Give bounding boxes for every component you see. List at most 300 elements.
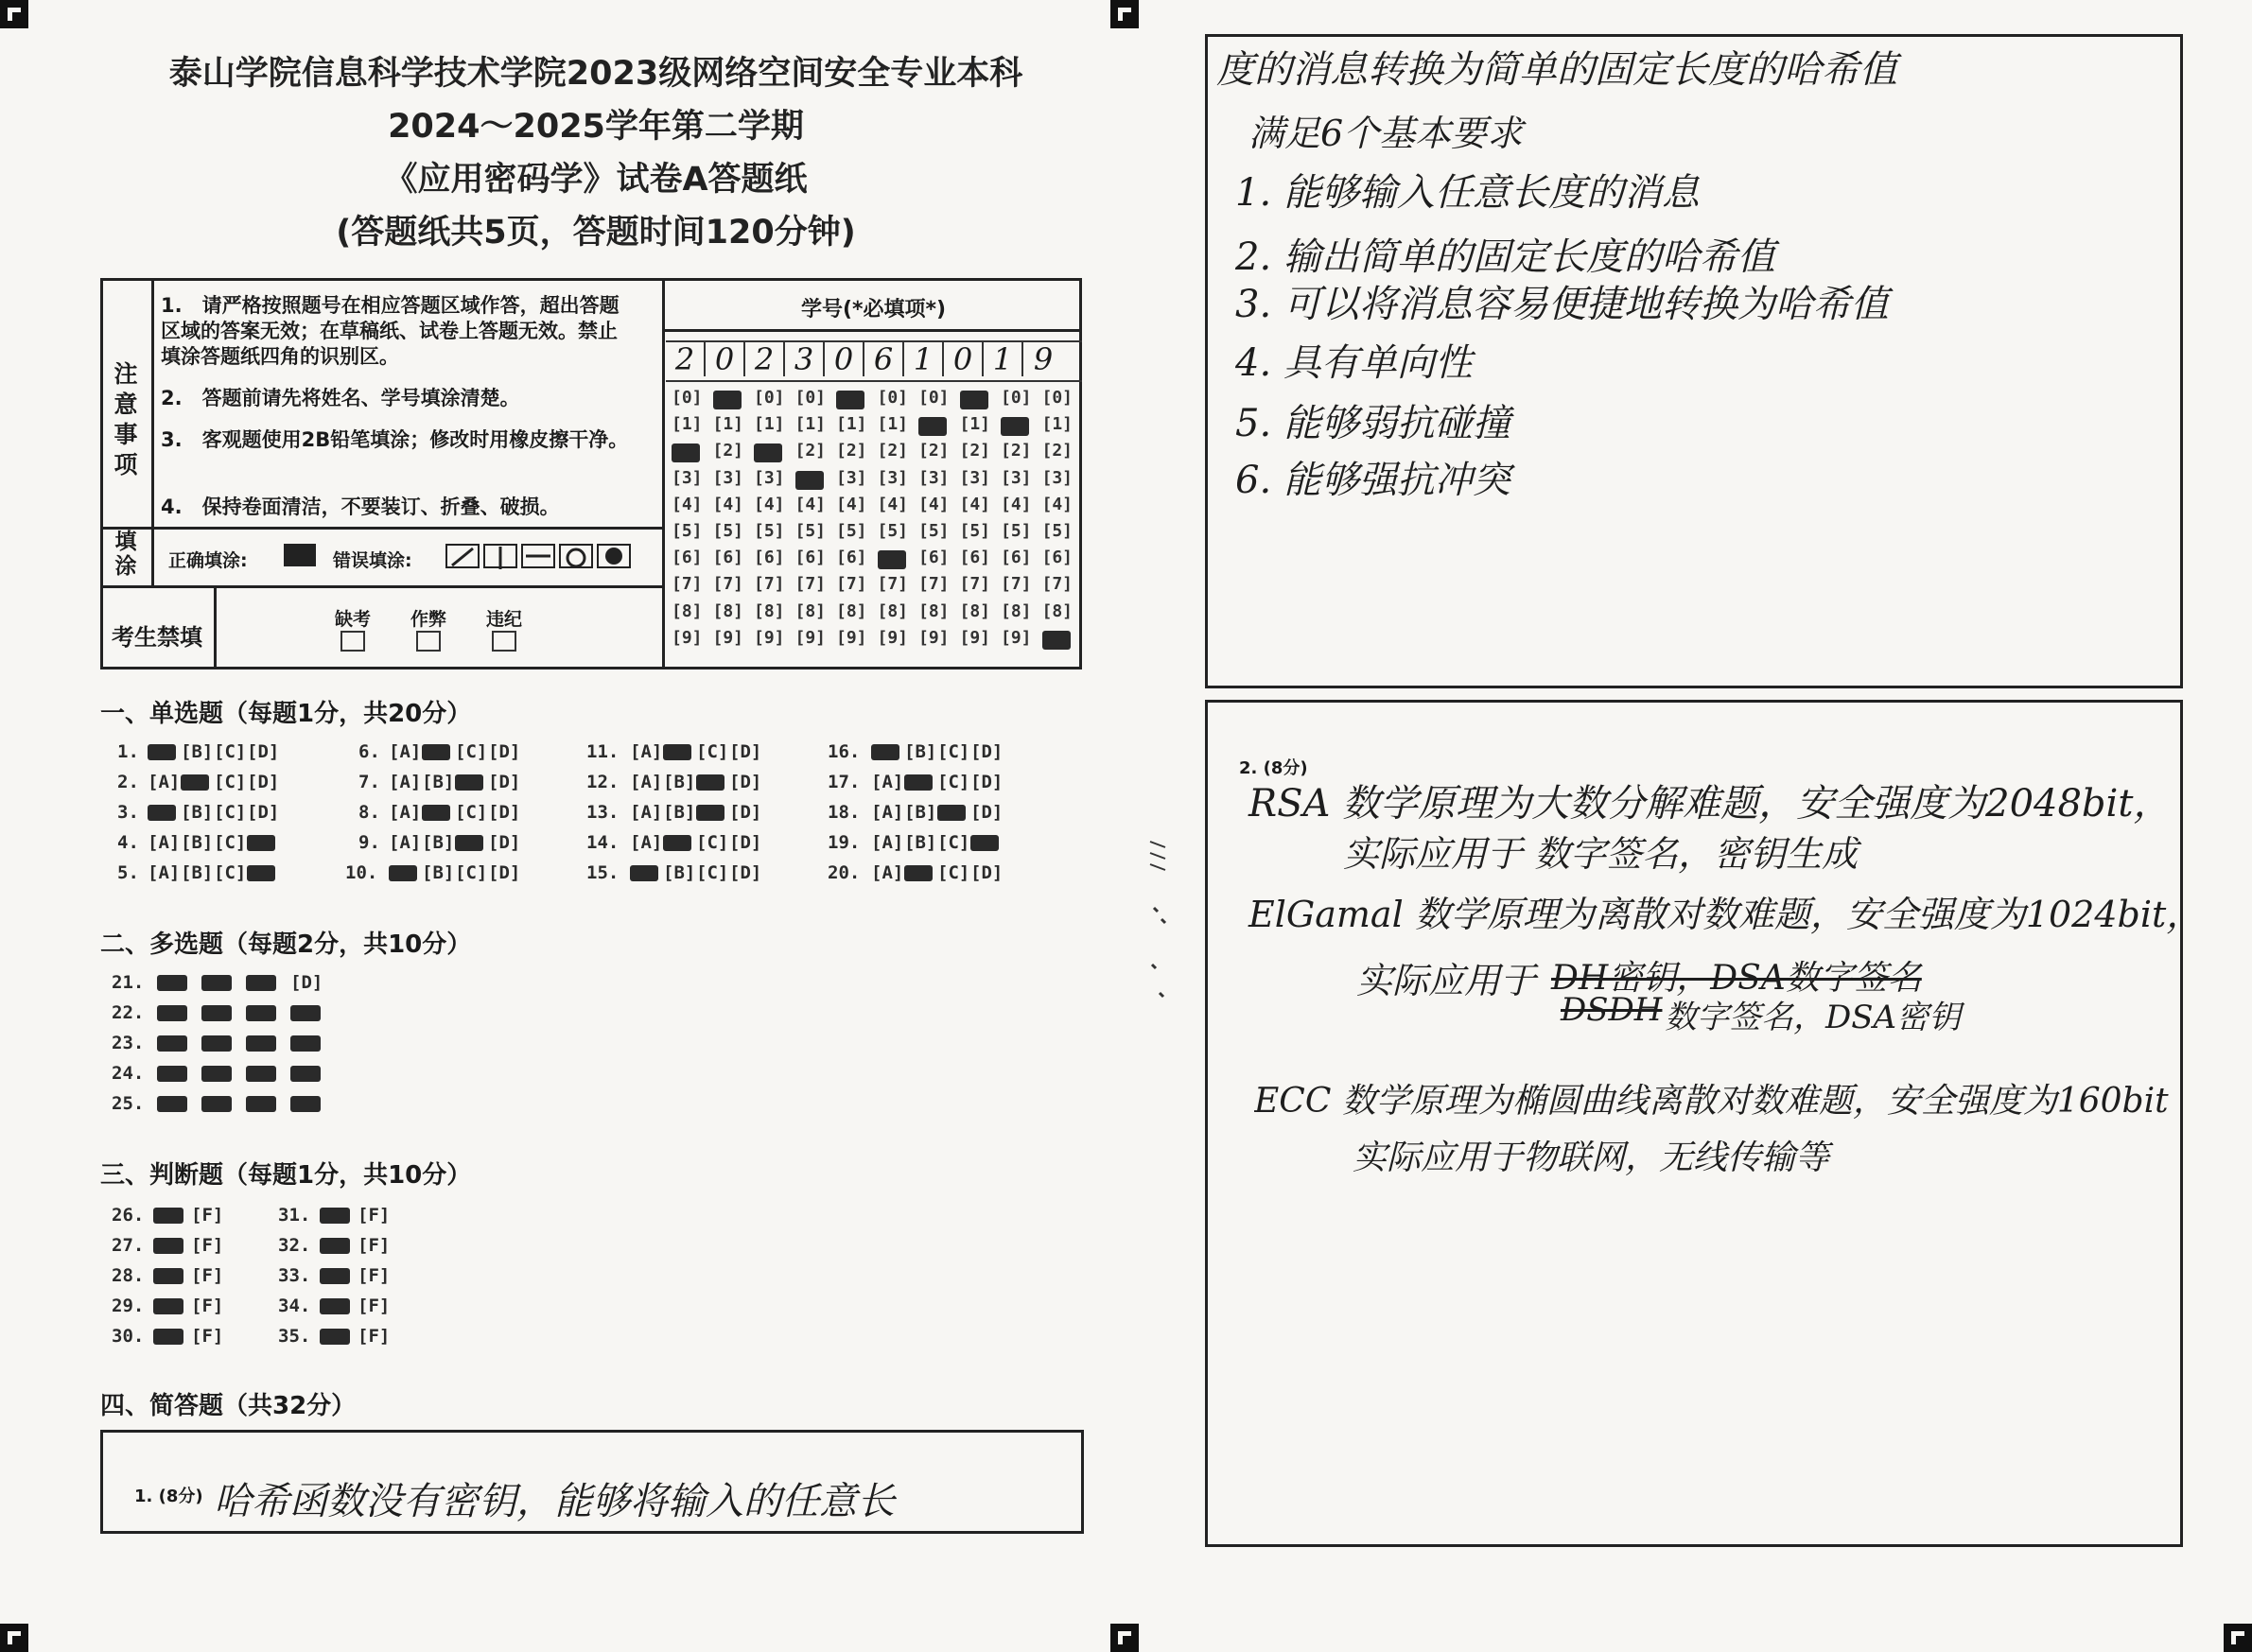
single-question-number: 19. bbox=[828, 832, 861, 853]
student-id-bubble[interactable]: [4] bbox=[672, 494, 703, 514]
student-id-bubble[interactable]: [0] bbox=[918, 388, 950, 408]
judge-true-filled[interactable] bbox=[153, 1238, 183, 1254]
student-id-bubble[interactable]: [8] bbox=[1041, 600, 1074, 621]
single-choice-filled[interactable] bbox=[455, 835, 483, 851]
q1-item-3: 3. 可以将消息容易便捷地转换为哈希值 bbox=[1235, 283, 1889, 326]
student-id-digit[interactable]: 6 bbox=[864, 342, 904, 376]
q2-elgamal-line-1: ElGamal 数学原理为离散对数难题，安全强度为1024bit， bbox=[1248, 894, 2203, 935]
single-choice-option[interactable]: [C] bbox=[455, 741, 488, 762]
single-choice-option[interactable]: [C] bbox=[937, 772, 970, 792]
header-line-3: 《应用密码学》试卷A答题纸 bbox=[384, 161, 808, 199]
multi-question-number: 23. bbox=[112, 1033, 145, 1053]
single-choice-option[interactable]: [B] bbox=[422, 862, 455, 883]
single-choice-option[interactable]: [B] bbox=[663, 802, 696, 823]
judge-false-option[interactable]: [F] bbox=[358, 1265, 391, 1286]
single-choice-option[interactable]: [A] bbox=[871, 862, 904, 883]
forbid-cheat-checkbox[interactable] bbox=[416, 631, 441, 652]
q1-line-a: 哈希函数没有密钥，能够将输入的任意长 bbox=[214, 1480, 895, 1523]
student-id-bubble[interactable]: [8] bbox=[877, 600, 909, 621]
single-choice-filled[interactable] bbox=[422, 805, 450, 821]
student-id-digit[interactable]: 0 bbox=[825, 342, 864, 376]
single-choice-option[interactable]: [D] bbox=[488, 832, 521, 853]
forbid-absent-label: 缺考 bbox=[334, 609, 371, 630]
multi-choice-option[interactable]: [D] bbox=[290, 972, 323, 993]
single-choice-option[interactable]: [D] bbox=[729, 862, 762, 883]
student-id-bubble-filled[interactable] bbox=[672, 443, 700, 462]
single-choice-option[interactable]: [B] bbox=[904, 802, 937, 823]
single-choice-filled[interactable] bbox=[247, 835, 275, 851]
judge-true-filled[interactable] bbox=[320, 1208, 350, 1224]
student-id-bubble[interactable]: [4] bbox=[1001, 494, 1032, 514]
student-id-label: 学号(*必填项*) bbox=[800, 298, 947, 322]
student-id-bubble[interactable]: [2] bbox=[1001, 441, 1032, 461]
judge-question-number: 30. bbox=[112, 1326, 145, 1347]
single-choice-filled[interactable] bbox=[871, 744, 899, 760]
student-id-bubble[interactable]: [4] bbox=[794, 494, 827, 514]
single-choice-filled[interactable] bbox=[663, 835, 691, 851]
single-choice-option[interactable]: [C] bbox=[214, 862, 247, 883]
student-id-bubble-filled[interactable] bbox=[836, 391, 864, 409]
single-choice-filled[interactable] bbox=[937, 805, 966, 821]
student-id-bubble[interactable]: [3] bbox=[918, 467, 950, 488]
q1-item-4: 4. 具有单向性 bbox=[1235, 341, 1473, 385]
student-id-bubble[interactable]: [5] bbox=[672, 521, 703, 541]
student-id-bubble[interactable]: [2] bbox=[918, 441, 950, 461]
single-choice-option[interactable]: [B] bbox=[181, 741, 214, 762]
student-id-bubble[interactable]: [9] bbox=[754, 627, 785, 648]
forbid-cheat[interactable] bbox=[405, 605, 452, 656]
student-id-digit[interactable]: 9 bbox=[1033, 341, 1054, 377]
student-id-bubble[interactable]: [8] bbox=[918, 600, 950, 621]
student-id-digit[interactable]: 3 bbox=[785, 342, 825, 376]
single-choice-option[interactable]: [B] bbox=[181, 832, 214, 853]
single-choice-filled[interactable] bbox=[247, 865, 275, 881]
corner-mark-bottom-right bbox=[2224, 1624, 2252, 1652]
student-id-digit[interactable]: 0 bbox=[706, 342, 745, 376]
student-id-bubble[interactable]: [6] bbox=[1041, 548, 1074, 568]
multi-question-number: 25. bbox=[112, 1093, 145, 1114]
student-id-bubble[interactable]: [0] bbox=[1041, 388, 1074, 408]
single-choice-option[interactable]: [D] bbox=[488, 862, 521, 883]
correct-fill-sample bbox=[284, 544, 316, 566]
q1-item-6: 6. 能够强抗冲突 bbox=[1235, 459, 1510, 502]
student-id-bubble[interactable]: [2] bbox=[836, 441, 867, 461]
student-id-digit[interactable]: 0 bbox=[944, 342, 984, 376]
multi-choice-filled[interactable] bbox=[157, 975, 187, 991]
single-choice-option[interactable]: [A] bbox=[389, 802, 422, 823]
single-choice-filled[interactable] bbox=[148, 805, 176, 821]
section-judge-title: 三、判断题（每题1分，共10分） bbox=[100, 1161, 472, 1190]
single-choice-option[interactable]: [A] bbox=[148, 862, 181, 883]
corner-mark-top-middle bbox=[1110, 0, 1139, 28]
single-choice-option[interactable]: [B] bbox=[904, 832, 937, 853]
single-choice-option[interactable]: [A] bbox=[871, 832, 904, 853]
single-choice-option[interactable]: [A] bbox=[871, 772, 904, 792]
single-choice-filled[interactable] bbox=[181, 774, 209, 791]
student-id-bubble[interactable]: [6] bbox=[836, 548, 867, 568]
q2-rsa-line-2: 实际应用于 数字签名，密钥生成 bbox=[1343, 833, 1859, 875]
single-choice-option[interactable]: [D] bbox=[488, 802, 521, 823]
student-id-bubble[interactable]: [1] bbox=[672, 414, 703, 435]
single-choice-option[interactable]: [C] bbox=[455, 862, 488, 883]
single-question-number: 18. bbox=[828, 802, 861, 823]
forbid-violation-checkbox[interactable] bbox=[492, 631, 516, 652]
student-id-bubble[interactable]: [9] bbox=[877, 627, 909, 648]
multi-choice-filled[interactable] bbox=[201, 1005, 232, 1021]
student-id-bubble[interactable]: [5] bbox=[794, 521, 827, 541]
judge-question-number: 27. bbox=[112, 1235, 145, 1256]
single-choice-option[interactable]: [A] bbox=[389, 741, 422, 762]
student-id-bubble[interactable]: [7] bbox=[1041, 574, 1074, 595]
notice-item-3: 3. 客观题使用2B铅笔填涂；修改时用橡皮擦干净。 bbox=[161, 428, 629, 451]
single-question-number: 2. bbox=[117, 772, 139, 792]
student-id-bubble[interactable]: [5] bbox=[1041, 521, 1074, 541]
student-id-bubble[interactable]: [6] bbox=[712, 548, 744, 568]
single-choice-option[interactable]: [B] bbox=[181, 802, 214, 823]
q2-ecc-line-2: 实际应用于物联网，无线传输等 bbox=[1353, 1139, 1830, 1177]
single-choice-option[interactable]: [A] bbox=[630, 741, 663, 762]
multi-choice-filled[interactable] bbox=[157, 1005, 187, 1021]
single-choice-option[interactable]: [B] bbox=[663, 862, 696, 883]
single-choice-option[interactable]: [C] bbox=[696, 862, 729, 883]
single-choice-option[interactable]: [A] bbox=[389, 832, 422, 853]
student-id-bubble[interactable]: [9] bbox=[794, 627, 827, 648]
wrong-fill-label: 错误填涂: bbox=[333, 550, 412, 571]
student-id-bubble[interactable]: [3] bbox=[836, 467, 867, 488]
single-question-number: 1. bbox=[117, 741, 139, 762]
student-id-bubble[interactable]: [5] bbox=[877, 521, 909, 541]
judge-question-number: 28. bbox=[112, 1265, 145, 1286]
single-choice-option[interactable]: [B] bbox=[422, 772, 455, 792]
forbid-violation-label: 违纪 bbox=[485, 609, 522, 630]
single-question-number: 9. bbox=[358, 832, 380, 853]
single-question-number: 6. bbox=[358, 741, 380, 762]
student-id-bubble[interactable]: [9] bbox=[1001, 627, 1032, 648]
student-id-bubble[interactable]: [0] bbox=[754, 388, 785, 408]
multi-choice-filled[interactable] bbox=[201, 1096, 232, 1112]
forbid-absent-checkbox[interactable] bbox=[340, 631, 365, 652]
judge-question-number: 33. bbox=[278, 1265, 311, 1286]
student-id-bubble-filled[interactable] bbox=[960, 391, 988, 409]
judge-true-filled[interactable] bbox=[320, 1238, 350, 1254]
binding-mark-icon bbox=[1144, 832, 1173, 1002]
student-id-bubble[interactable]: [3] bbox=[877, 467, 909, 488]
judge-false-option[interactable]: [F] bbox=[191, 1235, 224, 1256]
student-id-bubble[interactable]: [5] bbox=[836, 521, 867, 541]
single-choice-filled[interactable] bbox=[455, 774, 483, 791]
student-id-bubble[interactable]: [1] bbox=[712, 414, 744, 435]
single-choice-option[interactable]: [C] bbox=[937, 862, 970, 883]
multi-choice-filled[interactable] bbox=[201, 1066, 232, 1082]
student-id-bubble[interactable]: [8] bbox=[754, 600, 785, 621]
single-choice-filled[interactable] bbox=[904, 774, 933, 791]
single-choice-option[interactable]: [B] bbox=[181, 862, 214, 883]
multi-question-number: 22. bbox=[112, 1002, 145, 1023]
student-id-bubble[interactable]: [5] bbox=[1001, 521, 1032, 541]
student-id-bubble[interactable]: [4] bbox=[836, 494, 867, 514]
student-id-bubble[interactable]: [6] bbox=[918, 548, 950, 568]
forbid-absent[interactable] bbox=[329, 605, 376, 656]
student-id-bubble[interactable]: [3] bbox=[959, 467, 991, 488]
single-choice-option[interactable]: [D] bbox=[970, 862, 1004, 883]
student-id-bubble[interactable]: [9] bbox=[672, 627, 703, 648]
single-choice-option[interactable]: [D] bbox=[729, 802, 762, 823]
student-id-bubble[interactable]: [9] bbox=[836, 627, 867, 648]
judge-false-option[interactable]: [F] bbox=[358, 1326, 391, 1347]
student-id-digit[interactable]: 1 bbox=[904, 342, 944, 376]
student-id-bubble[interactable]: [6] bbox=[959, 548, 991, 568]
single-choice-option[interactable]: [A] bbox=[630, 772, 663, 792]
student-id-bubble[interactable]: [7] bbox=[918, 574, 950, 595]
single-choice-option[interactable]: [C] bbox=[214, 772, 247, 792]
student-id-bubble[interactable]: [1] bbox=[794, 414, 827, 435]
forbid-cheat-label: 作弊 bbox=[410, 609, 446, 630]
multi-choice-filled[interactable] bbox=[246, 1096, 276, 1112]
multi-choice-filled[interactable] bbox=[157, 1096, 187, 1112]
multi-choice-filled[interactable] bbox=[246, 1066, 276, 1082]
student-id-bubble[interactable]: [2] bbox=[794, 441, 827, 461]
student-id-bubble[interactable]: [8] bbox=[712, 600, 744, 621]
judge-true-filled[interactable] bbox=[320, 1298, 350, 1314]
student-id-bubble[interactable]: [4] bbox=[712, 494, 744, 514]
single-choice-option[interactable]: [B] bbox=[663, 772, 696, 792]
student-id-bubble[interactable]: [7] bbox=[959, 574, 991, 595]
student-id-bubble[interactable]: [4] bbox=[1041, 494, 1074, 514]
q2-ecc-line-1: ECC 数学原理为椭圆曲线离散对数难题，安全强度为160bit bbox=[1254, 1082, 2169, 1121]
notice-item-4: 4. 保持卷面清洁，不要装订、折叠、破损。 bbox=[161, 496, 560, 518]
multi-choice-filled[interactable] bbox=[157, 1066, 187, 1082]
judge-false-option[interactable]: [F] bbox=[191, 1205, 224, 1226]
multi-choice-filled[interactable] bbox=[290, 1066, 321, 1082]
single-question-number: 3. bbox=[117, 802, 139, 823]
student-id-bubble[interactable]: [3] bbox=[672, 467, 703, 488]
single-choice-option[interactable]: [A] bbox=[630, 832, 663, 853]
student-id-bubble[interactable]: [5] bbox=[712, 521, 744, 541]
single-question-number: 12. bbox=[586, 772, 620, 792]
judge-true-filled[interactable] bbox=[153, 1329, 183, 1345]
student-id-bubble-filled[interactable] bbox=[713, 391, 742, 409]
single-choice-option[interactable]: [A] bbox=[630, 802, 663, 823]
single-question-number: 7. bbox=[358, 772, 380, 792]
student-id-bubble[interactable]: [1] bbox=[959, 414, 991, 435]
judge-false-option[interactable]: [F] bbox=[191, 1296, 224, 1316]
section-single-title: 一、单选题（每题1分，共20分） bbox=[100, 700, 472, 728]
student-id-bubble[interactable]: [0] bbox=[794, 388, 827, 408]
student-id-bubble-filled[interactable] bbox=[754, 443, 782, 462]
single-choice-option[interactable]: [D] bbox=[970, 772, 1004, 792]
single-choice-filled[interactable] bbox=[663, 744, 691, 760]
student-id-bubble-filled[interactable] bbox=[1001, 417, 1029, 436]
header-line-4: (答题纸共5页，答题时间120分钟) bbox=[336, 214, 856, 252]
student-id-bubble[interactable]: [8] bbox=[672, 600, 703, 621]
student-id-bubble[interactable]: [0] bbox=[877, 388, 909, 408]
notice-item-2: 2. 答题前请先将姓名、学号填涂清楚。 bbox=[161, 387, 520, 409]
notice-divider-h2 bbox=[100, 585, 665, 588]
student-id-bubble-filled[interactable] bbox=[878, 550, 906, 569]
single-choice-option[interactable]: [D] bbox=[488, 772, 521, 792]
student-id-bubble[interactable]: [4] bbox=[877, 494, 909, 514]
notice-divider-v bbox=[151, 278, 154, 585]
q2-elgamal-line-3b: 数字签名，DSA密钥 bbox=[1665, 999, 1962, 1036]
single-choice-option[interactable]: [A] bbox=[871, 802, 904, 823]
student-id-bubble[interactable]: [5] bbox=[918, 521, 950, 541]
judge-question-number: 31. bbox=[278, 1205, 311, 1226]
single-choice-option[interactable]: [D] bbox=[729, 741, 762, 762]
student-id-digits[interactable] bbox=[666, 340, 1082, 382]
single-question-number: 5. bbox=[117, 862, 139, 883]
single-choice-filled[interactable] bbox=[904, 865, 933, 881]
multi-choice-filled[interactable] bbox=[246, 1035, 276, 1052]
single-choice-filled[interactable] bbox=[422, 744, 450, 760]
single-choice-option[interactable]: [A] bbox=[148, 832, 181, 853]
student-id-bubble[interactable]: [1] bbox=[836, 414, 867, 435]
single-choice-option[interactable]: [C] bbox=[937, 741, 970, 762]
student-id-bubble[interactable]: [7] bbox=[877, 574, 909, 595]
judge-true-filled[interactable] bbox=[320, 1329, 350, 1345]
student-id-bubble[interactable]: [6] bbox=[1001, 548, 1032, 568]
q2-rsa-line-1: RSA 数学原理为大数分解难题，安全强度为2048bit， bbox=[1248, 782, 2172, 826]
student-id-digit[interactable]: 2 bbox=[745, 342, 785, 376]
single-choice-option[interactable]: [D] bbox=[488, 741, 521, 762]
single-choice-filled[interactable] bbox=[696, 805, 724, 821]
student-id-bubble[interactable]: [8] bbox=[959, 600, 991, 621]
student-id-bubble[interactable]: [5] bbox=[959, 521, 991, 541]
notice-divider-v2 bbox=[214, 585, 217, 669]
student-id-bubble[interactable]: [4] bbox=[754, 494, 785, 514]
single-choice-option[interactable]: [C] bbox=[214, 741, 247, 762]
student-id-bubble[interactable]: [3] bbox=[1041, 467, 1074, 488]
student-id-bubble[interactable]: [0] bbox=[672, 388, 703, 408]
student-id-divider bbox=[665, 329, 1082, 332]
single-question-number: 8. bbox=[358, 802, 380, 823]
student-id-bubble[interactable]: [3] bbox=[754, 467, 785, 488]
q1-item-2: 2. 输出简单的固定长度的哈希值 bbox=[1235, 235, 1775, 279]
single-choice-filled[interactable] bbox=[148, 744, 176, 760]
single-choice-option[interactable]: [A] bbox=[148, 772, 181, 792]
student-id-bubble[interactable]: [0] bbox=[1001, 388, 1032, 408]
single-choice-filled[interactable] bbox=[696, 774, 724, 791]
single-choice-option[interactable]: [C] bbox=[696, 741, 729, 762]
student-id-bubble[interactable]: [8] bbox=[836, 600, 867, 621]
student-id-digit[interactable]: 2 bbox=[666, 342, 706, 376]
notice-divider-h1 bbox=[100, 527, 665, 530]
student-id-bubble-filled[interactable] bbox=[795, 471, 824, 490]
multi-choice-filled[interactable] bbox=[290, 1035, 321, 1052]
judge-true-filled[interactable] bbox=[153, 1208, 183, 1224]
student-id-digit[interactable]: 1 bbox=[984, 342, 1023, 376]
judge-true-filled[interactable] bbox=[153, 1268, 183, 1284]
student-id-bubble[interactable]: [8] bbox=[794, 600, 827, 621]
single-choice-option[interactable]: [D] bbox=[729, 832, 762, 853]
student-id-bubble[interactable]: [2] bbox=[959, 441, 991, 461]
judge-true-filled[interactable] bbox=[153, 1298, 183, 1314]
q1-item-5: 5. 能够弱抗碰撞 bbox=[1235, 402, 1510, 445]
single-choice-option[interactable]: [D] bbox=[970, 741, 1004, 762]
judge-question-number: 34. bbox=[278, 1296, 311, 1316]
student-id-bubble[interactable]: [6] bbox=[672, 548, 703, 568]
single-choice-option[interactable]: [B] bbox=[422, 832, 455, 853]
student-id-bubble[interactable]: [7] bbox=[712, 574, 744, 595]
forbid-violation[interactable] bbox=[480, 605, 528, 656]
judge-false-option[interactable]: [F] bbox=[358, 1205, 391, 1226]
judge-true-filled[interactable] bbox=[320, 1268, 350, 1284]
student-id-bubble[interactable]: [6] bbox=[754, 548, 785, 568]
single-choice-option[interactable]: [D] bbox=[247, 741, 280, 762]
multi-choice-filled[interactable] bbox=[201, 1035, 232, 1052]
single-choice-option[interactable]: [D] bbox=[247, 772, 280, 792]
single-choice-option[interactable]: [C] bbox=[214, 802, 247, 823]
judge-false-option[interactable]: [F] bbox=[191, 1265, 224, 1286]
student-id-bubble[interactable]: [7] bbox=[672, 574, 703, 595]
multi-choice-filled[interactable] bbox=[246, 1005, 276, 1021]
single-choice-option[interactable]: [D] bbox=[729, 772, 762, 792]
q1-item-1: 1. 能够输入任意长度的消息 bbox=[1235, 171, 1700, 215]
student-id-bubble[interactable]: [8] bbox=[1001, 600, 1032, 621]
student-id-bubble[interactable]: [3] bbox=[1001, 467, 1032, 488]
student-id-bubble[interactable]: [7] bbox=[754, 574, 785, 595]
single-choice-option[interactable]: [C] bbox=[696, 832, 729, 853]
student-id-bubble[interactable]: [3] bbox=[712, 467, 744, 488]
student-id-bubble-filled[interactable] bbox=[918, 417, 947, 436]
multi-choice-filled[interactable] bbox=[290, 1096, 321, 1112]
single-choice-filled[interactable] bbox=[970, 835, 999, 851]
single-choice-filled[interactable] bbox=[389, 865, 417, 881]
student-id-bubble[interactable]: [9] bbox=[712, 627, 744, 648]
student-id-bubble[interactable]: [5] bbox=[754, 521, 785, 541]
single-choice-option[interactable]: [C] bbox=[455, 802, 488, 823]
judge-false-option[interactable]: [F] bbox=[358, 1235, 391, 1256]
student-id-bubble[interactable]: [2] bbox=[712, 441, 744, 461]
multi-choice-filled[interactable] bbox=[246, 975, 276, 991]
student-id-bubble[interactable]: [1] bbox=[754, 414, 785, 435]
multi-question-number: 24. bbox=[112, 1063, 145, 1084]
student-id-bubble[interactable]: [7] bbox=[794, 574, 827, 595]
student-id-bubble[interactable]: [2] bbox=[877, 441, 909, 461]
single-choice-option[interactable]: [C] bbox=[214, 832, 247, 853]
multi-choice-filled[interactable] bbox=[290, 1005, 321, 1021]
student-id-bubble[interactable]: [4] bbox=[959, 494, 991, 514]
student-id-bubble[interactable]: [2] bbox=[1041, 441, 1074, 461]
single-choice-option[interactable]: [D] bbox=[970, 802, 1004, 823]
judge-question-number: 29. bbox=[112, 1296, 145, 1316]
q2-elgamal-line-2b: DH密钥，DSA数字签名 bbox=[1551, 959, 1922, 998]
notice-divider-mid bbox=[662, 278, 665, 669]
section-short-title: 四、简答题（共32分） bbox=[100, 1392, 357, 1420]
student-id-bubble[interactable]: [9] bbox=[918, 627, 950, 648]
notice-label: 注意事项 bbox=[113, 360, 138, 478]
multi-choice-filled[interactable] bbox=[201, 975, 232, 991]
single-choice-option[interactable]: [D] bbox=[247, 802, 280, 823]
judge-false-option[interactable]: [F] bbox=[358, 1296, 391, 1316]
multi-choice-filled[interactable] bbox=[157, 1035, 187, 1052]
single-question-number: 16. bbox=[828, 741, 861, 762]
student-id-bubble-filled[interactable] bbox=[1042, 631, 1071, 650]
student-id-bubble[interactable]: [6] bbox=[794, 548, 827, 568]
header-line-2: 2024～2025学年第二学期 bbox=[388, 108, 804, 146]
single-choice-option[interactable]: [A] bbox=[389, 772, 422, 792]
student-id-bubble[interactable]: [1] bbox=[1041, 414, 1074, 435]
single-choice-filled[interactable] bbox=[630, 865, 658, 881]
student-id-bubble[interactable]: [1] bbox=[877, 414, 909, 435]
student-id-bubble[interactable]: [9] bbox=[959, 627, 991, 648]
student-id-bubble[interactable]: [4] bbox=[918, 494, 950, 514]
student-id-bubble[interactable]: [7] bbox=[836, 574, 867, 595]
student-id-bubble[interactable]: [7] bbox=[1001, 574, 1032, 595]
judge-false-option[interactable]: [F] bbox=[191, 1326, 224, 1347]
single-choice-option[interactable]: [B] bbox=[904, 741, 937, 762]
single-choice-option[interactable]: [C] bbox=[937, 832, 970, 853]
judge-question-number: 32. bbox=[278, 1235, 311, 1256]
